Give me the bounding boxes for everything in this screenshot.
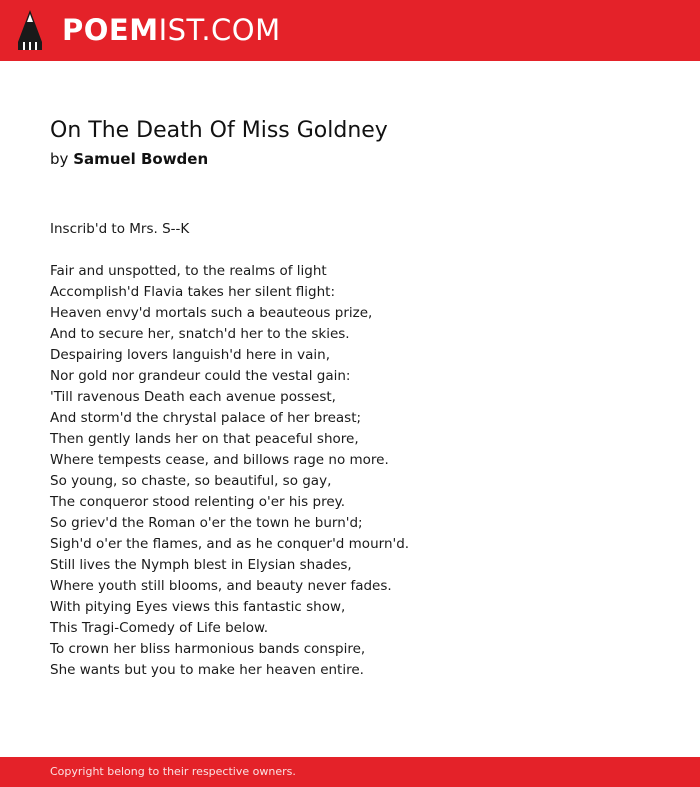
poem-line: 'Till ravenous Death each avenue possest,	[50, 389, 336, 405]
logo-bold-text: POEM	[62, 13, 159, 47]
poem-line: And storm'd the chrystal palace of her breast;	[50, 410, 362, 426]
poem-line: This Tragi-Comedy of Life below.	[50, 620, 269, 636]
poem-line: Sigh'd o'er the flames, and as he conquer'd mourn'd.	[50, 536, 410, 552]
poem-line: So young, so chaste, so beautiful, so gay,	[50, 473, 332, 489]
poem-line: The conqueror stood relenting o'er his prey.	[50, 494, 345, 510]
poem-title: On The Death Of Miss Goldney	[50, 118, 388, 143]
poem-line: Still lives the Nymph blest in Elysian shades,	[50, 557, 352, 573]
poem-line: Nor gold nor grandeur could the vestal gain:	[50, 368, 351, 384]
site-logo[interactable]	[62, 12, 281, 48]
poem-line: She wants but you to make her heaven entire.	[50, 662, 364, 678]
poem-line: To crown her bliss harmonious bands conspire,	[50, 641, 366, 657]
byline	[50, 148, 208, 170]
poem-line: Accomplish'd Flavia takes her silent flight:	[50, 284, 336, 300]
poem-line: Then gently lands her on that peaceful shore,	[50, 431, 359, 447]
poem-line: Fair and unspotted, to the realms of light	[50, 263, 327, 279]
by-label: by	[50, 150, 69, 168]
poem-line: And to secure her, snatch'd her to the skies.	[50, 326, 350, 342]
poem-line: Heaven envy'd mortals such a beauteous prize,	[50, 305, 373, 321]
poem-dedication: Inscrib'd to Mrs. S--K	[50, 221, 190, 237]
copyright-text: Copyright belong to their respective owners.	[50, 765, 296, 778]
logo-light-text: IST.COM	[158, 13, 281, 47]
poem-line: Where tempests cease, and billows rage no more.	[50, 452, 389, 468]
poem-line: Where youth still blooms, and beauty never fades.	[50, 578, 392, 594]
poem-line: With pitying Eyes views this fantastic show,	[50, 599, 346, 615]
pencil-icon[interactable]	[18, 10, 42, 50]
poem-line: So griev'd the Roman o'er the town he burn'd;	[50, 515, 363, 531]
poem-line: Despairing lovers languish'd here in vain,	[50, 347, 331, 363]
site-footer	[0, 757, 700, 787]
author-name: Samuel Bowden	[73, 150, 209, 168]
poem-body	[50, 261, 409, 681]
site-header	[0, 0, 700, 61]
